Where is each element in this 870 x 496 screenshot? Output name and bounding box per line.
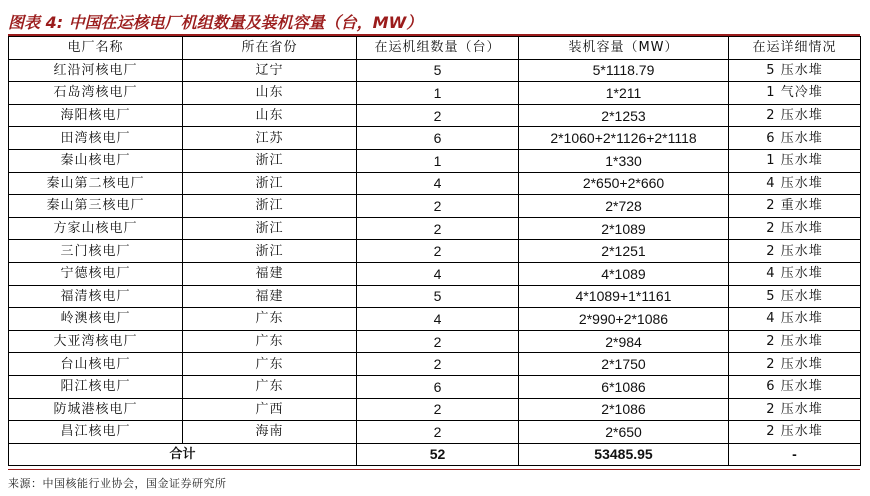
- table-row: [9, 398, 861, 421]
- province-cell: 浙江: [183, 195, 357, 218]
- province-cell: 辽宁: [183, 59, 357, 82]
- capacity-cell: 5*1118.79: [519, 59, 729, 82]
- capacity-cell: 2*1251: [519, 240, 729, 263]
- capacity-cell: 2*1750: [519, 353, 729, 376]
- capacity-cell: 6*1086: [519, 375, 729, 398]
- column-header: 在运机组数量（台）: [357, 37, 519, 60]
- province-cell: 江苏: [183, 127, 357, 150]
- detail-cell: 6 压水堆: [729, 375, 861, 398]
- detail-cell: 4 压水堆: [729, 308, 861, 331]
- unit-count-cell: 2: [357, 398, 519, 421]
- capacity-cell: 2*650+2*660: [519, 172, 729, 195]
- detail-cell: 4 压水堆: [729, 262, 861, 285]
- unit-count-cell: 1: [357, 82, 519, 105]
- table-row: [9, 82, 861, 105]
- capacity-cell: 1*211: [519, 82, 729, 105]
- province-cell: 福建: [183, 285, 357, 308]
- detail-cell: 5 压水堆: [729, 59, 861, 82]
- detail-cell: 2 重水堆: [729, 195, 861, 218]
- column-header: 装机容量（MW）: [519, 37, 729, 60]
- figure-title: 图表 4: 中国在运核电厂机组数量及装机容量（台，MW）: [8, 13, 423, 32]
- capacity-cell: 2*1089: [519, 217, 729, 240]
- plant-name-cell: 海阳核电厂: [9, 104, 183, 127]
- capacity-cell: 2*1086: [519, 398, 729, 421]
- plant-name-cell: 红沿河核电厂: [9, 59, 183, 82]
- total-units: 52: [357, 443, 519, 466]
- total-label: 合计: [9, 443, 357, 466]
- capacity-cell: 1*330: [519, 149, 729, 172]
- detail-cell: 2 压水堆: [729, 421, 861, 444]
- detail-cell: 2 压水堆: [729, 240, 861, 263]
- table-row: [9, 217, 861, 240]
- plant-name-cell: 石岛湾核电厂: [9, 82, 183, 105]
- unit-count-cell: 6: [357, 127, 519, 150]
- plant-name-cell: 秦山核电厂: [9, 149, 183, 172]
- header-row: [9, 37, 861, 60]
- capacity-cell: 2*728: [519, 195, 729, 218]
- detail-cell: 6 压水堆: [729, 127, 861, 150]
- detail-cell: 2 压水堆: [729, 104, 861, 127]
- unit-count-cell: 2: [357, 353, 519, 376]
- capacity-cell: 2*990+2*1086: [519, 308, 729, 331]
- unit-count-cell: 2: [357, 240, 519, 263]
- detail-cell: 5 压水堆: [729, 285, 861, 308]
- table-row: [9, 285, 861, 308]
- plant-name-cell: 昌江核电厂: [9, 421, 183, 444]
- plant-name-cell: 三门核电厂: [9, 240, 183, 263]
- capacity-cell: 2*1060+2*1126+2*1118: [519, 127, 729, 150]
- table-row: [9, 104, 861, 127]
- detail-cell: 4 压水堆: [729, 172, 861, 195]
- table-row: [9, 172, 861, 195]
- province-cell: 山东: [183, 104, 357, 127]
- capacity-cell: 2*1253: [519, 104, 729, 127]
- table-row: [9, 375, 861, 398]
- total-row: [9, 443, 861, 466]
- table-row: [9, 127, 861, 150]
- table-body: [9, 59, 861, 443]
- capacity-cell: 4*1089: [519, 262, 729, 285]
- detail-cell: 1 气冷堆: [729, 82, 861, 105]
- unit-count-cell: 5: [357, 285, 519, 308]
- province-cell: 浙江: [183, 149, 357, 172]
- plant-name-cell: 宁德核电厂: [9, 262, 183, 285]
- plant-name-cell: 福清核电厂: [9, 285, 183, 308]
- unit-count-cell: 4: [357, 262, 519, 285]
- title-bar: [8, 8, 860, 36]
- capacity-cell: 4*1089+1*1161: [519, 285, 729, 308]
- capacity-cell: 2*650: [519, 421, 729, 444]
- plant-name-cell: 田湾核电厂: [9, 127, 183, 150]
- bottom-rule: [8, 469, 860, 470]
- province-cell: 海南: [183, 421, 357, 444]
- detail-cell: 1 压水堆: [729, 149, 861, 172]
- total-capacity: 53485.95: [519, 443, 729, 466]
- province-cell: 广东: [183, 330, 357, 353]
- plant-name-cell: 台山核电厂: [9, 353, 183, 376]
- table-row: [9, 59, 861, 82]
- detail-cell: 2 压水堆: [729, 398, 861, 421]
- column-header: 在运详细情况: [729, 37, 861, 60]
- unit-count-cell: 4: [357, 308, 519, 331]
- plant-name-cell: 秦山第三核电厂: [9, 195, 183, 218]
- province-cell: 广西: [183, 398, 357, 421]
- province-cell: 广东: [183, 375, 357, 398]
- unit-count-cell: 2: [357, 421, 519, 444]
- source-note: 来源：中国核能行业协会，国金证券研究所: [8, 477, 227, 490]
- unit-count-cell: 2: [357, 330, 519, 353]
- table-row: [9, 308, 861, 331]
- plant-name-cell: 防城港核电厂: [9, 398, 183, 421]
- column-header: 电厂名称: [9, 37, 183, 60]
- unit-count-cell: 2: [357, 195, 519, 218]
- plant-name-cell: 阳江核电厂: [9, 375, 183, 398]
- province-cell: 福建: [183, 262, 357, 285]
- province-cell: 山东: [183, 82, 357, 105]
- total-detail: -: [729, 443, 861, 466]
- province-cell: 浙江: [183, 240, 357, 263]
- province-cell: 浙江: [183, 172, 357, 195]
- plant-name-cell: 方家山核电厂: [9, 217, 183, 240]
- table-row: [9, 240, 861, 263]
- unit-count-cell: 6: [357, 375, 519, 398]
- unit-count-cell: 5: [357, 59, 519, 82]
- unit-count-cell: 2: [357, 104, 519, 127]
- table-row: [9, 149, 861, 172]
- province-cell: 浙江: [183, 217, 357, 240]
- column-header: 所在省份: [183, 37, 357, 60]
- table-row: [9, 353, 861, 376]
- unit-count-cell: 1: [357, 149, 519, 172]
- province-cell: 广东: [183, 353, 357, 376]
- table-row: [9, 421, 861, 444]
- data-table: [8, 36, 861, 466]
- detail-cell: 2 压水堆: [729, 353, 861, 376]
- table-row: [9, 330, 861, 353]
- plant-name-cell: 岭澳核电厂: [9, 308, 183, 331]
- plant-name-cell: 秦山第二核电厂: [9, 172, 183, 195]
- table-row: [9, 262, 861, 285]
- detail-cell: 2 压水堆: [729, 330, 861, 353]
- table-row: [9, 195, 861, 218]
- unit-count-cell: 4: [357, 172, 519, 195]
- plant-name-cell: 大亚湾核电厂: [9, 330, 183, 353]
- detail-cell: 2 压水堆: [729, 217, 861, 240]
- capacity-cell: 2*984: [519, 330, 729, 353]
- unit-count-cell: 2: [357, 217, 519, 240]
- province-cell: 广东: [183, 308, 357, 331]
